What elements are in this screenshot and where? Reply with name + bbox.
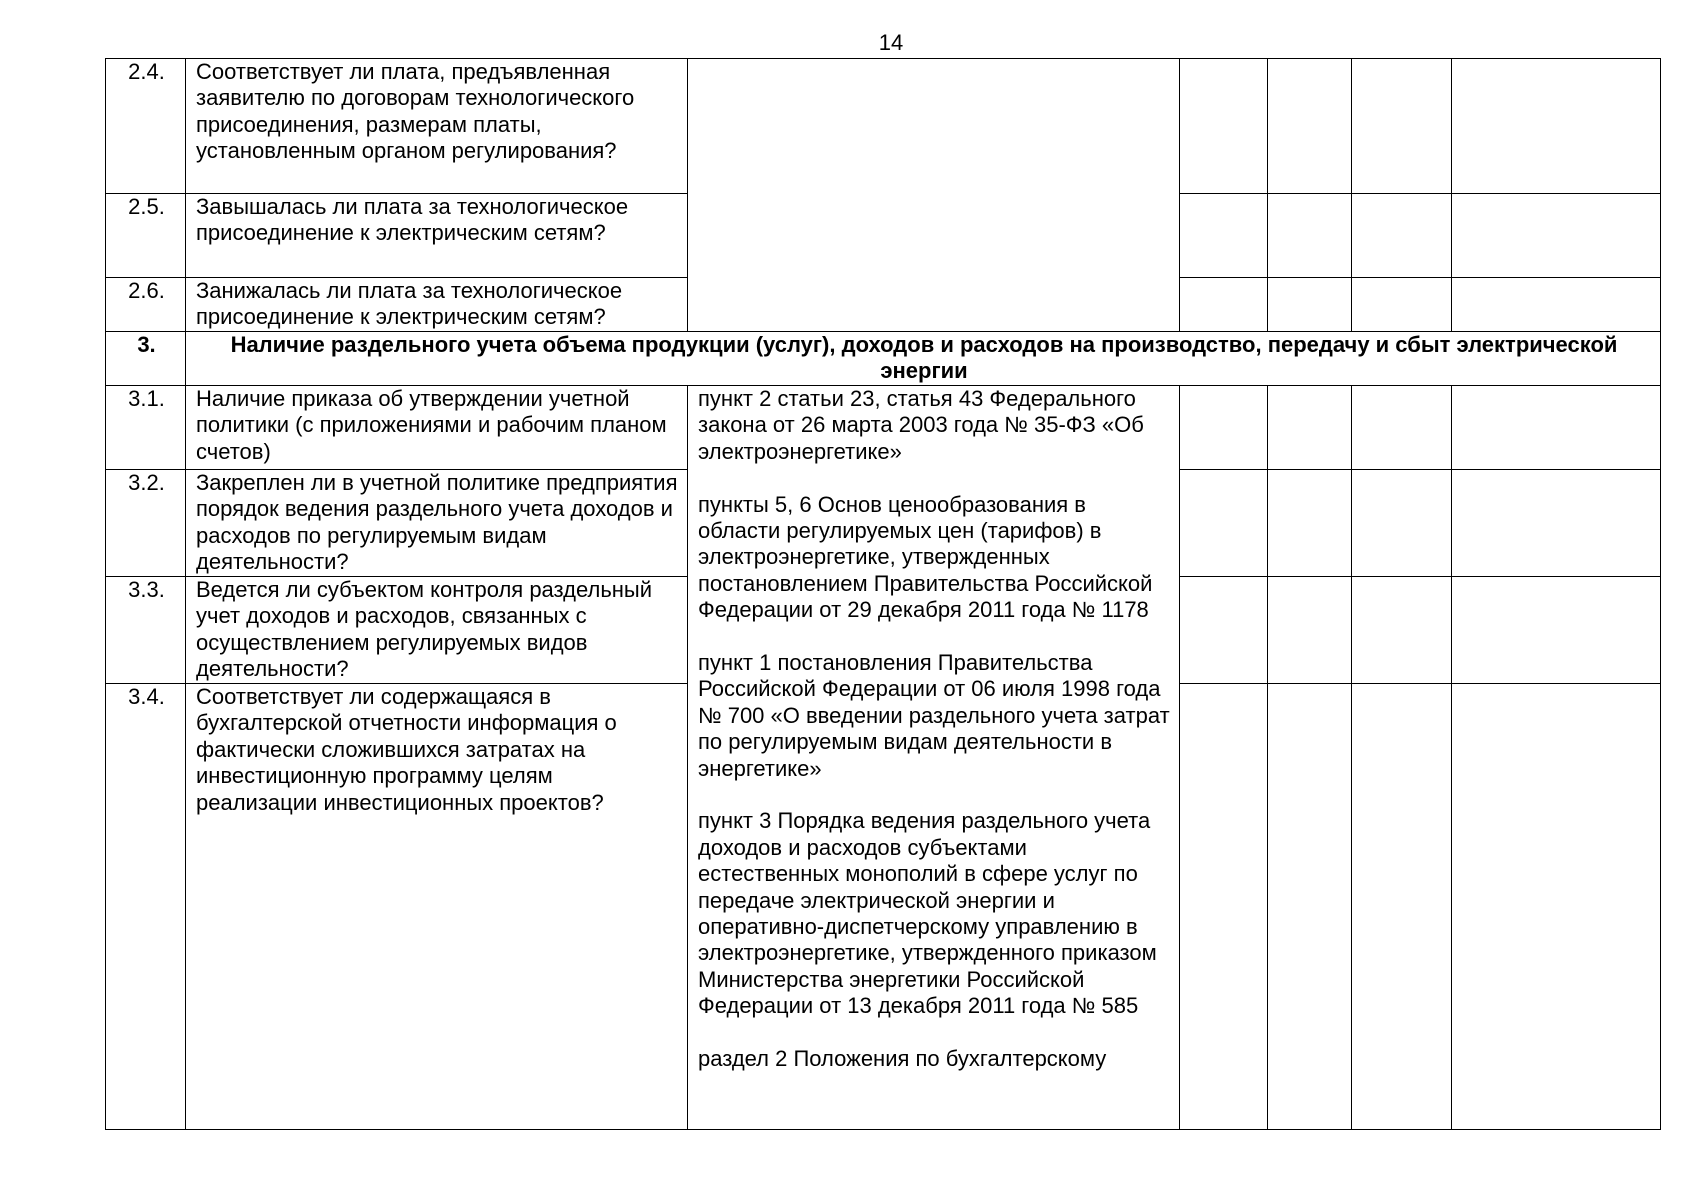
answer-yes-cell — [1180, 386, 1268, 470]
table-row — [106, 59, 1661, 194]
notes-cell — [1452, 577, 1661, 684]
answer-na-cell — [1352, 278, 1452, 332]
row-number: 2.5. — [106, 194, 186, 278]
answer-na-cell — [1352, 577, 1452, 684]
checklist-table — [105, 58, 1661, 1130]
notes-cell — [1452, 386, 1661, 470]
legal-reference: пункты 5, 6 Основ ценообразования в области регулируемых цен (тарифов) в электроэнергетике, утвержденных постановлением Правительства Российской Федерации от 29 декабря 2011 года № 1178 — [698, 491, 1153, 623]
answer-na-cell — [1352, 684, 1452, 1130]
page-number: 14 — [878, 30, 904, 55]
notes-cell — [1452, 684, 1661, 1130]
answer-na-cell — [1352, 59, 1452, 194]
answer-yes-cell — [1180, 470, 1268, 577]
answer-no-cell — [1268, 386, 1352, 470]
notes-cell — [1452, 278, 1661, 332]
row-number: 3.3. — [106, 577, 186, 684]
row-number: 3.2. — [106, 470, 186, 577]
legal-basis-cell — [688, 386, 1180, 1130]
legal-reference: пункт 1 постановления Правительства Российской Федерации от 06 июля 1998 года № 700 «О введении раздельного учета затрат по регулируемым видам деятельности в энергетике» — [698, 650, 1170, 781]
legal-reference: пункт 3 Порядка ведения раздельного учета доходов и расходов субъектами естественных монополий в сфере услуг по передаче электрической энергии и оперативно-диспетчерскому управлению в электроэнергетике, утвержденного приказом Министерства энергетики Российской Федерации от 13 декабря 2011 года № 585 — [698, 808, 1157, 1019]
legal-reference: пункт 2 статьи 23, статья 43 Федерального закона от 26 марта 2003 года № 35-ФЗ «Об электроэнергетике» — [698, 386, 1144, 464]
answer-no-cell — [1268, 577, 1352, 684]
answer-no-cell — [1268, 470, 1352, 577]
answer-no-cell — [1268, 684, 1352, 1130]
question-cell: Соответствует ли содержащаяся в бухгалтерской отчетности информация о фактически сложившихся затратах на инвестиционную программу целям реализации инвестиционных проектов? — [186, 684, 688, 1130]
answer-no-cell — [1268, 59, 1352, 194]
table-row — [106, 386, 1661, 470]
row-number: 3.1. — [106, 386, 186, 470]
question-cell: Ведется ли субъектом контроля раздельный учет доходов и расходов, связанных с осуществлением регулируемых видов деятельности? — [186, 577, 688, 684]
row-number: 2.6. — [106, 278, 186, 332]
question-cell: Наличие приказа об утверждении учетной политики (с приложениями и рабочим планом счетов) — [186, 386, 688, 470]
legal-reference: раздел 2 Положения по бухгалтерскому — [698, 1046, 1107, 1072]
section-title: Наличие раздельного учета объема продукции (услуг), доходов и расходов на производство, передачу и сбыт электрической энергии — [186, 332, 1661, 386]
answer-no-cell — [1268, 278, 1352, 332]
answer-yes-cell — [1180, 278, 1268, 332]
row-number: 2.4. — [106, 59, 186, 194]
answer-no-cell — [1268, 194, 1352, 278]
section-header-row — [106, 332, 1661, 386]
row-number: 3.4. — [106, 684, 186, 1130]
legal-basis-cell — [688, 59, 1180, 332]
question-cell: Завышалась ли плата за технологическое присоединение к электрическим сетям? — [186, 194, 688, 278]
answer-na-cell — [1352, 194, 1452, 278]
notes-cell — [1452, 470, 1661, 577]
answer-yes-cell — [1180, 59, 1268, 194]
answer-yes-cell — [1180, 577, 1268, 684]
question-cell: Занижалась ли плата за технологическое присоединение к электрическим сетям? — [186, 278, 688, 332]
answer-na-cell — [1352, 470, 1452, 577]
answer-yes-cell — [1180, 194, 1268, 278]
answer-na-cell — [1352, 386, 1452, 470]
notes-cell — [1452, 59, 1661, 194]
answer-yes-cell — [1180, 684, 1268, 1130]
notes-cell — [1452, 194, 1661, 278]
question-cell: Соответствует ли плата, предъявленная заявителю по договорам технологического присоединения, размерам платы, установленным органом регулирования? — [186, 59, 688, 194]
question-cell: Закреплен ли в учетной политике предприятия порядок ведения раздельного учета доходов и расходов по регулируемым видам деятельности? — [186, 470, 688, 577]
section-number: 3. — [106, 332, 186, 386]
